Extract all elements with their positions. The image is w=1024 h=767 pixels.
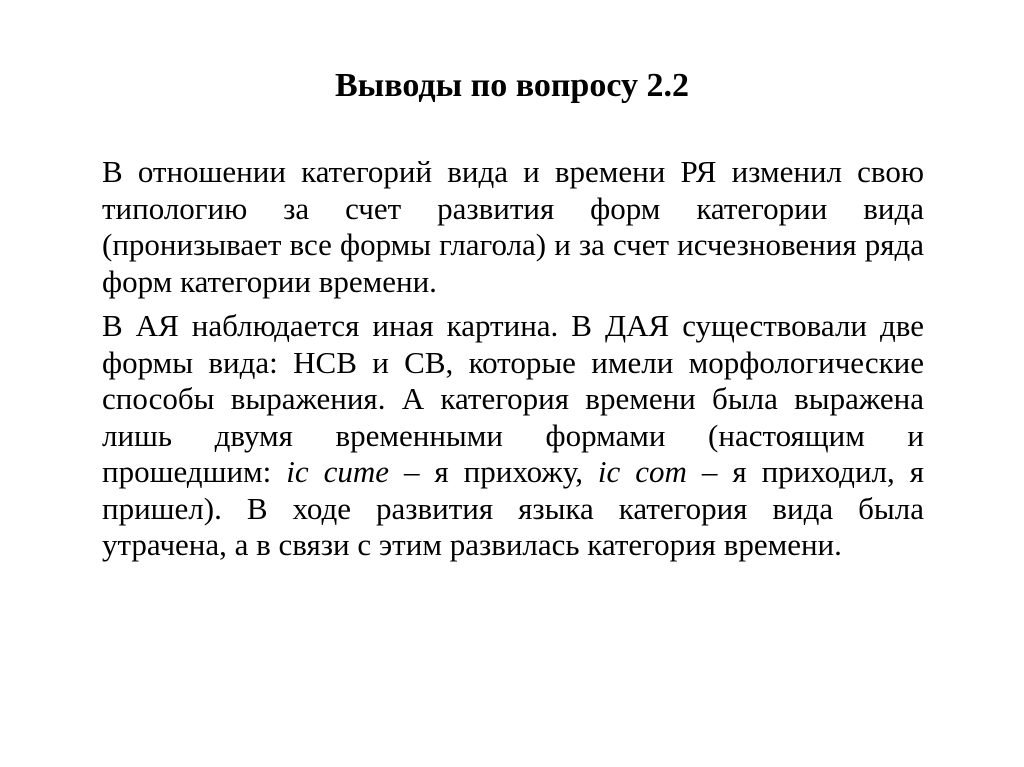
- old-english-example-2: ic com: [597, 454, 687, 489]
- slide-body: [102, 154, 924, 564]
- paragraph-2-text-1: В АЯ наблюдается иная картина. В ДАЯ существовали две формы вида: НСВ и СВ, которые имели морфологические способы выражения. А категория времени была выражена лишь двумя временными формами (настоящим и прошедшим:: [102, 308, 924, 489]
- slide-title: Выводы по вопросу 2.2: [335, 67, 689, 104]
- paragraph-2-text-2: – я прихожу,: [389, 454, 598, 489]
- paragraph-2-text-3: – я приходил, я пришел). В ходе развития языка категория вида была утрачена, а в связи с этим развилась категория времени.: [102, 454, 924, 562]
- paragraph-2: [102, 308, 924, 564]
- paragraph-1: В отношении категорий вида и времени РЯ изменил свою типологию за счет развития форм категории вида (пронизывает все формы глагола) и за счет исчезновения ряда форм категории времени.: [102, 154, 924, 299]
- old-english-example-1: ic cume: [286, 454, 389, 489]
